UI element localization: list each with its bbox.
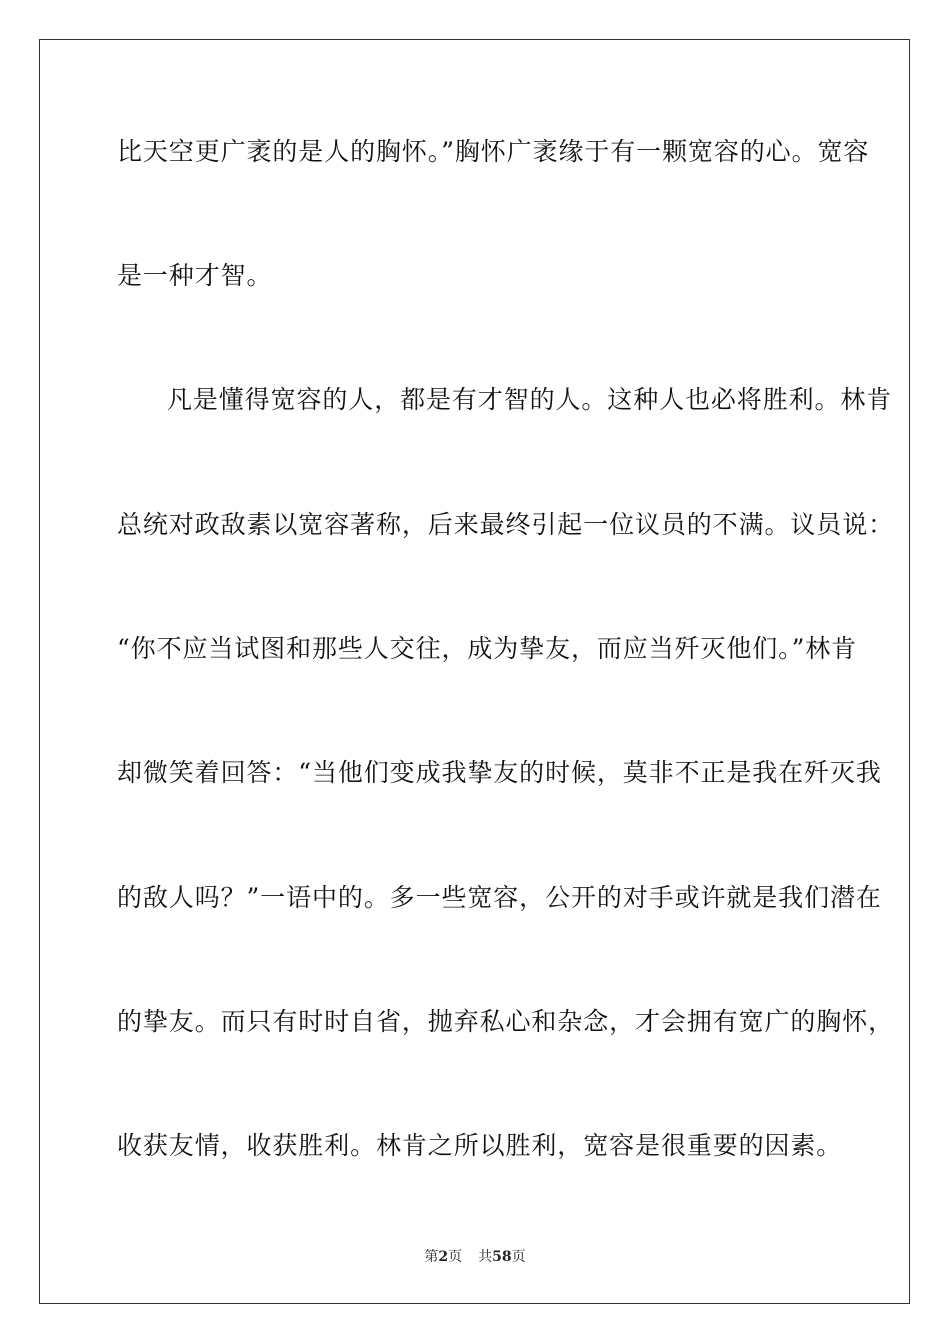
paragraph-line-7: 的敌人吗？”一语中的。多一些宽容，公开的对手或许就是我们潜在	[117, 883, 882, 912]
paragraph-line-5: “你不应当试图和那些人交往，成为挚友，而应当歼灭他们。”林肯	[117, 634, 858, 663]
current-page-number: 2	[438, 1249, 449, 1265]
paragraph-line-4: 总统对政敌素以宽容著称，后来最终引起一位议员的不满。议员说：	[117, 510, 895, 539]
page-border	[39, 39, 910, 1304]
paragraph-line-6: 却微笑着回答：“当他们变成我挚友的时候，莫非不正是我在歼灭我	[117, 758, 882, 787]
page-suffix: 页	[448, 1249, 463, 1265]
paragraph-line-8: 的挚友。而只有时时自省，抛弃私心和杂念，才会拥有宽广的胸怀，	[117, 1007, 895, 1036]
page-prefix: 第	[424, 1249, 439, 1265]
paragraph-line-3: 凡是懂得宽容的人，都是有才智的人。这种人也必将胜利。林肯	[167, 385, 893, 414]
paragraph-line-2: 是一种才智。	[117, 261, 273, 290]
total-page-count: 58	[492, 1249, 512, 1265]
paragraph-line-1: 比天空更广袤的是人的胸怀。”胸怀广袤缘于有一颗宽容的心。宽容	[117, 137, 870, 166]
total-prefix: 共	[478, 1249, 493, 1265]
paragraph-line-9: 收获友情，收获胜利。林肯之所以胜利，宽容是很重要的因素。	[117, 1131, 843, 1160]
total-suffix: 页	[511, 1249, 526, 1265]
page-footer	[0, 1248, 950, 1266]
